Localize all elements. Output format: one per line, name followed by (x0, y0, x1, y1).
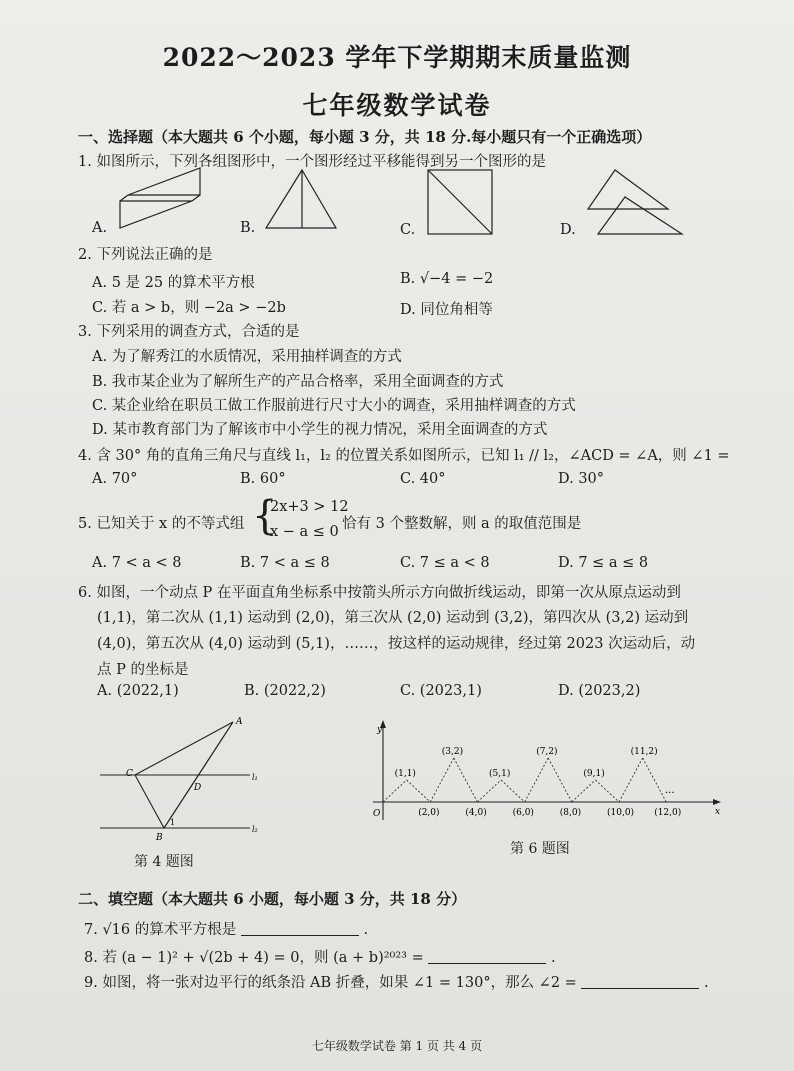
q9-period: . (704, 975, 709, 991)
q9-answer-blank[interactable] (581, 974, 699, 989)
q3-option-b: B. 我市某企业为了解所生产的产品合格率，采用全面调查的方式 (92, 374, 504, 390)
peak-coordinate-label: (1,1) (394, 769, 416, 779)
q5-option-c: C. 7 ≤ a < 8 (400, 555, 490, 571)
exam-subtitle: 七年级数学试卷 (302, 91, 492, 120)
path-segment (548, 758, 572, 802)
axis-coordinate-label: (10,0) (607, 808, 635, 818)
q1-figure-c (428, 170, 492, 234)
q1-figure-b (266, 170, 336, 228)
path-segment (643, 758, 667, 802)
path-segment (430, 758, 454, 802)
peak-coordinate-label: (7,2) (536, 747, 558, 757)
q6-option-d: D. (2023,2) (558, 683, 641, 699)
q1-option-c: C. (400, 222, 416, 238)
q5-brace: { (252, 493, 278, 539)
fig4-label-b: B (156, 833, 163, 842)
axis-coordinate-label: (4,0) (465, 808, 487, 818)
q5-option-b: B. 7 < a ≤ 8 (240, 555, 330, 571)
fig6-ellipsis: ··· (665, 788, 675, 799)
fig4-label-d: D (194, 783, 202, 793)
fig6-y-label: y (377, 725, 383, 735)
figure-4 (90, 712, 280, 842)
peak-coordinate-label: (3,2) (441, 747, 464, 757)
q6-option-a: A. (2022,1) (97, 683, 179, 699)
q1-option-b: B. (240, 220, 256, 236)
q1-figure-a (120, 168, 200, 228)
figure-4-caption: 第 4 题图 (134, 854, 194, 870)
peak-coordinate-label: (9,1) (583, 769, 605, 779)
q5-inequality-1: 2x+3 > 12 (270, 499, 349, 515)
q9-row (84, 971, 709, 992)
path-segment (407, 780, 431, 802)
x-axis-arrow (713, 799, 721, 805)
q1-option-a: A. (92, 220, 108, 236)
axis-coordinate-label: (6,0) (512, 808, 534, 818)
q6-line-4: 点 P 的坐标是 (97, 662, 189, 678)
axis-coordinate-label: (12,0) (654, 808, 682, 818)
axis-coordinate-label: (2,0) (418, 808, 440, 818)
q6-option-b: B. (2022,2) (244, 683, 326, 699)
section-1-heading: 一、选择题（本大题共 6 个小题，每小题 3 分，共 18 分.每小题只有一个正确选项） (78, 128, 652, 146)
q2-option-d: D. 同位角相等 (400, 302, 493, 318)
q8-row (84, 946, 556, 967)
fig4-angle-1: 1 (170, 818, 176, 827)
q6-line-3: (4,0)，第五次从 (4,0) 运动到 (5,1)，……，按这样的运动规律，经过第 2023 次运动后，动 (97, 636, 696, 652)
q6-line-2: (1,1)，第二次从 (1,1) 运动到 (2,0)，第三次从 (2,0) 运动到 (3,2)，第四次从 (3,2) 运动到 (97, 610, 689, 626)
path-segment (595, 780, 619, 802)
q8-answer-blank[interactable] (428, 949, 546, 964)
q8-text: 8. 若 (a − 1)² + √(2b + 4) = 0，则 (a + b)²⁰²³ = (84, 950, 424, 966)
q8-period: . (550, 950, 556, 966)
q3-stem: 3. 下列采用的调查方式，合适的是 (78, 324, 300, 340)
peak-coordinate-label: (5,1) (489, 769, 511, 779)
path-segment (525, 758, 549, 802)
motion-path (383, 758, 666, 802)
fig4-label-l2: l₂ (252, 825, 258, 834)
q2-option-b: B. √−4 = −2 (400, 271, 494, 287)
q6-line-1: 6. 如图，一个动点 P 在平面直角坐标系中按箭头所示方向做折线运动，即第一次从原点运动到 (78, 585, 681, 601)
figure-6 (365, 716, 735, 836)
fig4-label-a: A (236, 717, 243, 727)
path-segment (383, 780, 407, 802)
q4-stem: 4. 含 30° 角的直角三角尺与直线 l₁，l₂ 的位置关系如图所示，已知 l₁ // l₂，∠ACD = ∠A，则 ∠1 = (78, 448, 730, 464)
q3-option-c: C. 某企业给在职员工做工作服前进行尺寸大小的调查，采用抽样调查的方式 (92, 398, 576, 414)
path-segment (572, 780, 596, 802)
section-2-heading: 二、填空题（本大题共 6 小题，每小题 3 分，共 18 分） (78, 890, 467, 908)
q9-text: 9. 如图，将一张对边平行的纸条沿 AB 折叠，如果 ∠1 = 130°，那么 ∠2 = (84, 975, 577, 991)
fig6-origin-label: O (373, 809, 381, 819)
coordinate-labels (395, 746, 682, 818)
q7-period: . (363, 922, 369, 938)
path-segment (454, 758, 478, 802)
fig4-label-l1: l₁ (252, 773, 258, 782)
axis-coordinate-label: (8,0) (559, 808, 582, 818)
q1-figure-d (588, 170, 682, 234)
path-segment (477, 780, 501, 802)
q1-option-d: D. (560, 222, 576, 238)
q4-option-c: C. 40° (400, 471, 446, 487)
page-footer: 七年级数学试卷 第 1 页 共 4 页 (311, 1039, 483, 1053)
exam-title: 2022～2023 学年下学期期末质量监测 (162, 43, 632, 72)
q2-stem: 2. 下列说法正确的是 (78, 247, 213, 263)
q2-option-c: C. 若 a > b，则 −2a > −2b (92, 300, 286, 316)
q7-text: 7. √16 的算术平方根是 (84, 922, 237, 938)
q6-option-c: C. (2023,1) (400, 683, 482, 699)
figure-6-caption: 第 6 题图 (510, 841, 570, 857)
fig6-x-label: x (715, 807, 721, 817)
q7-answer-blank[interactable] (241, 921, 359, 936)
q5-stem-post: 恰有 3 个整数解，则 a 的取值范围是 (342, 516, 582, 532)
q4-option-a: A. 70° (92, 471, 138, 487)
path-segment (501, 780, 525, 802)
q7-row (84, 918, 368, 939)
q5-inequality-2: x − a ≤ 0 (270, 524, 339, 540)
q2-option-a: A. 5 是 25 的算术平方根 (92, 275, 255, 291)
q5-option-a: A. 7 < a < 8 (92, 555, 182, 571)
q3-option-d: D. 某市教育部门为了解该市中小学生的视力情况，采用全面调查的方式 (92, 422, 548, 438)
peak-coordinate-label: (11,2) (630, 747, 658, 757)
q3-option-a: A. 为了解秀江的水质情况，采用抽样调查的方式 (92, 349, 402, 365)
path-segment (619, 758, 643, 802)
q1-stem: 1. 如图所示，下列各组图形中，一个图形经过平移能得到另一个图形的是 (78, 154, 546, 170)
q4-option-b: B. 60° (240, 471, 286, 487)
q5-option-d: D. 7 ≤ a ≤ 8 (558, 555, 649, 571)
q4-option-d: D. 30° (558, 471, 605, 487)
q5-stem-pre: 5. 已知关于 x 的不等式组 (78, 516, 245, 532)
fig4-label-c: C (126, 769, 133, 779)
